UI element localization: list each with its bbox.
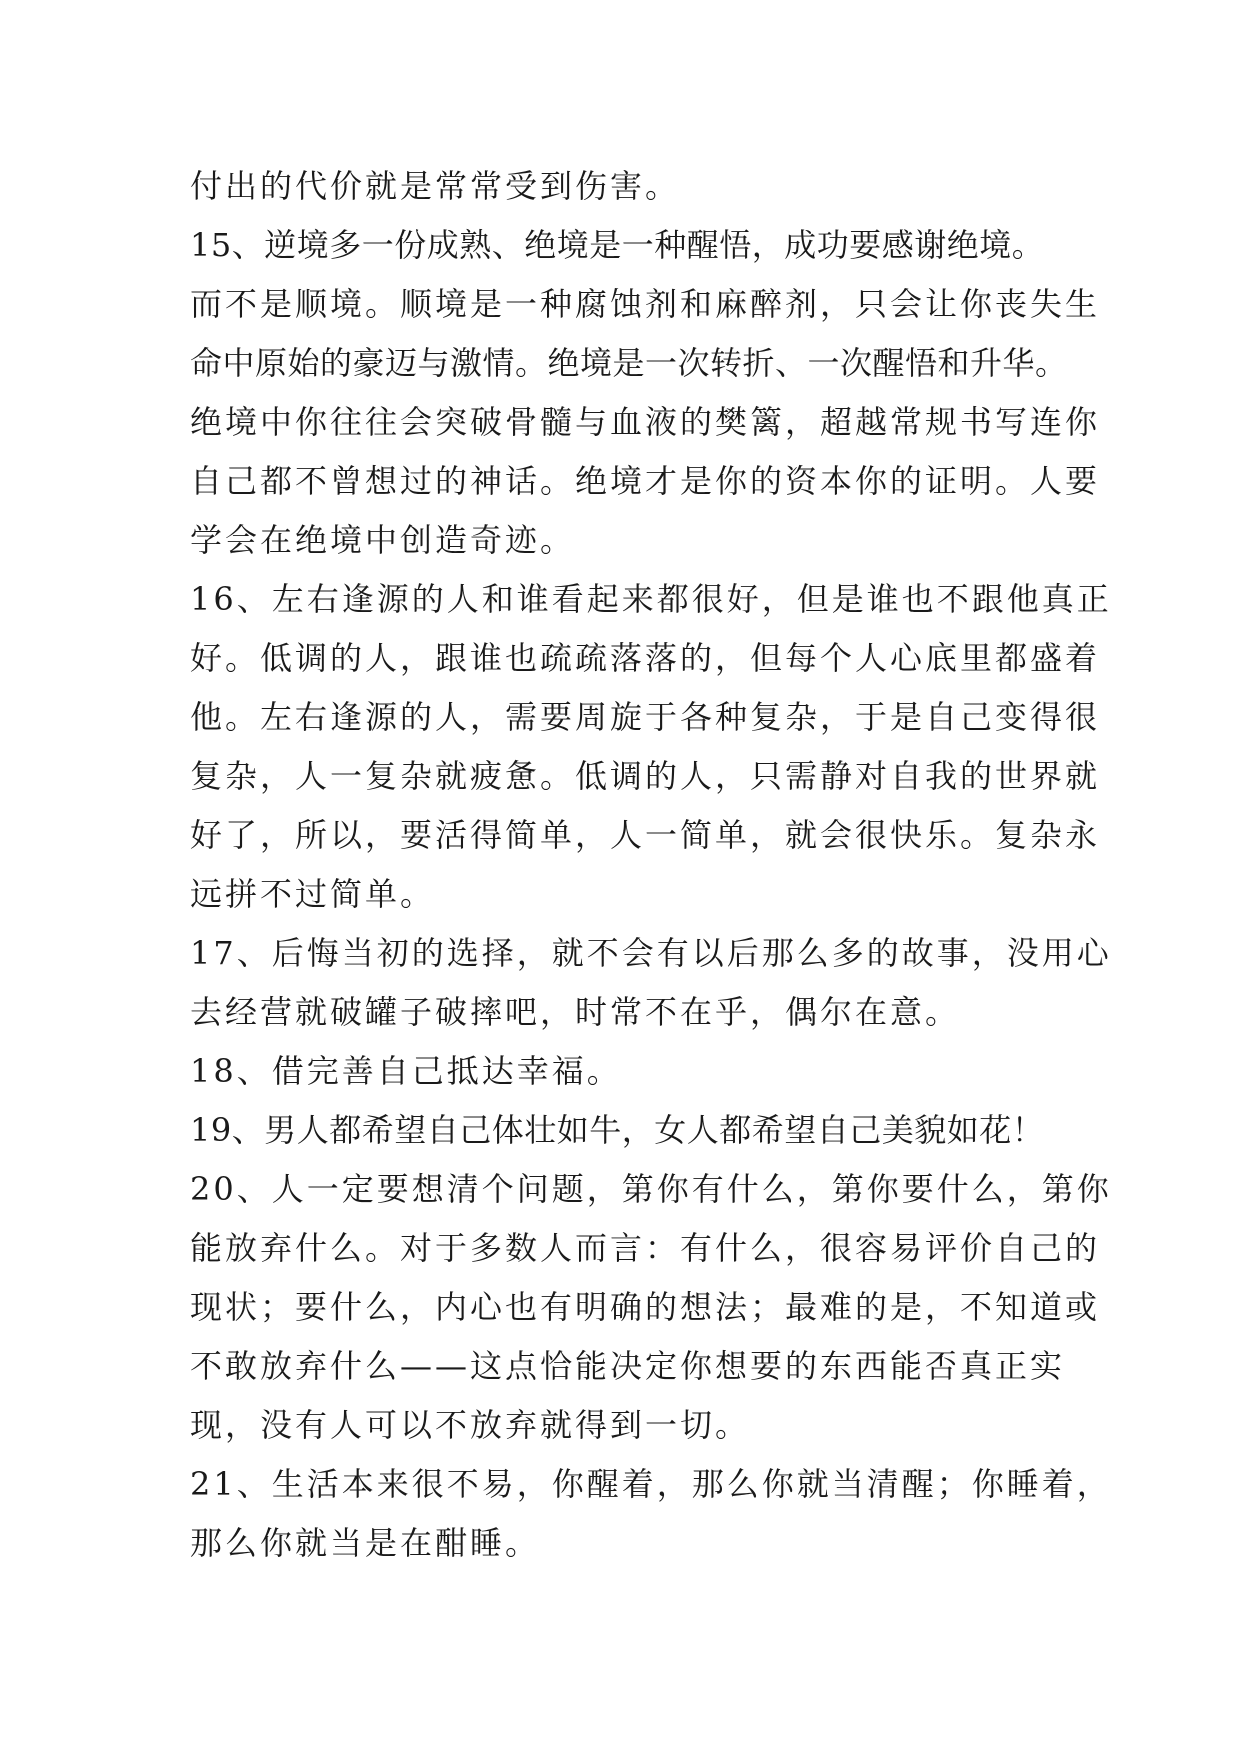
text-line: 绝境中你往往会突破骨髓与血液的樊篱，超越常规书写连你 <box>190 403 1101 441</box>
text-line: 命中原始的豪迈与激情。绝境是一次转折、一次醒悟和升华。 <box>190 344 1068 382</box>
text-line: 付出的代价就是常常受到伤害。 <box>190 167 681 205</box>
text-line: 复杂，人一复杂就疲惫。低调的人，只需静对自我的世界就 <box>190 757 1101 795</box>
text-line: 16、左右逢源的人和谁看起来都很好，但是谁也不跟他真正 <box>190 580 1112 618</box>
text-line: 而不是顺境。顺境是一种腐蚀剂和麻醉剂，只会让你丧失生 <box>190 285 1101 323</box>
document-body <box>190 157 1112 1573</box>
text-line: 他。左右逢源的人，需要周旋于各种复杂，于是自己变得很 <box>190 698 1101 736</box>
text-line: 18、借完善自己抵达幸福。 <box>190 1052 622 1090</box>
text-line: 自己都不曾想过的神话。绝境才是你的资本你的证明。人要 <box>190 462 1101 500</box>
text-line: 不敢放弃什么——这点恰能决定你想要的东西能否真正实 <box>190 1347 1066 1385</box>
text-line: 去经营就破罐子破摔吧，时常不在乎，偶尔在意。 <box>190 993 961 1031</box>
text-line: 15、逆境多一份成熟、绝境是一种醒悟，成功要感谢绝境。 <box>190 226 1045 264</box>
text-line: 学会在绝境中创造奇迹。 <box>190 521 576 559</box>
text-line: 那么你就当是在酣睡。 <box>190 1524 541 1562</box>
text-line: 17、后悔当初的选择，就不会有以后那么多的故事，没用心 <box>190 934 1112 972</box>
text-line: 21、生活本来很不易，你醒着，那么你就当清醒；你睡着， <box>190 1465 1112 1503</box>
text-line: 现状；要什么，内心也有明确的想法；最难的是，不知道或 <box>190 1288 1101 1326</box>
text-line: 现，没有人可以不放弃就得到一切。 <box>190 1406 751 1444</box>
text-line: 19、男人都希望自己体壮如牛，女人都希望自己美貌如花！ <box>190 1111 1045 1149</box>
text-line: 好。低调的人，跟谁也疏疏落落的，但每个人心底里都盛着 <box>190 639 1101 677</box>
text-line: 好了，所以，要活得简单，人一简单，就会很快乐。复杂永 <box>190 816 1101 854</box>
text-line: 20、人一定要想清个问题，第你有什么，第你要什么，第你 <box>190 1170 1112 1208</box>
text-line: 能放弃什么。对于多数人而言：有什么，很容易评价自己的 <box>190 1229 1101 1267</box>
text-line: 远拼不过简单。 <box>190 875 436 913</box>
